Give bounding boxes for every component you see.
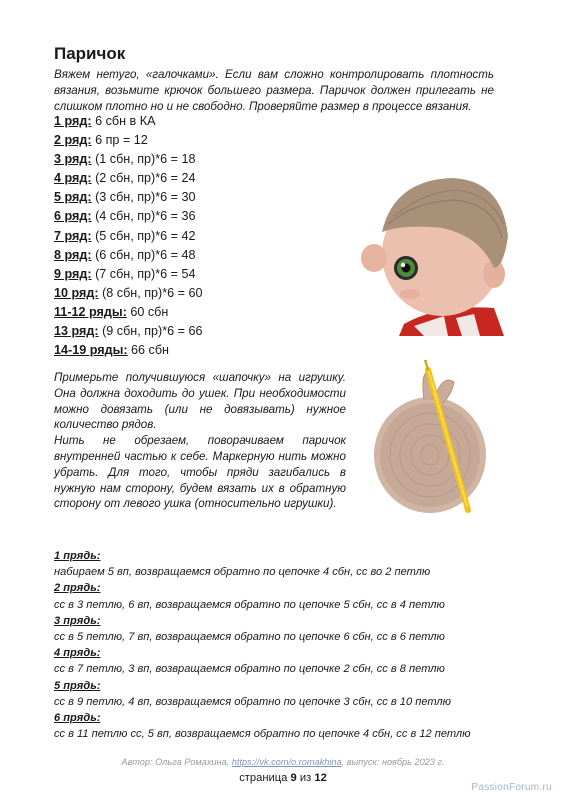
crochet-cap-photo xyxy=(372,360,512,520)
author-text: Автор: Ольга Ромахина, xyxy=(121,757,232,767)
row-label: 1 ряд: xyxy=(54,114,92,128)
row-text: 6 пр = 12 xyxy=(91,133,148,148)
page-prefix: страница xyxy=(239,772,291,784)
row-label: 7 ряд: xyxy=(54,228,92,243)
row-item xyxy=(54,284,203,303)
row-label: 6 ряд: xyxy=(54,209,92,224)
row-item xyxy=(54,322,203,341)
row-text: 66 сбн xyxy=(127,343,170,358)
page-middle: из xyxy=(296,772,315,784)
fitting-instructions-block xyxy=(54,370,346,512)
row-label: 3 ряд: xyxy=(54,152,92,167)
row-item xyxy=(54,150,203,169)
page-current: 9 xyxy=(290,772,297,784)
row-text: 60 сбн xyxy=(126,304,169,319)
footer-credit xyxy=(0,757,566,767)
strand-heading: 2 прядь: xyxy=(54,582,101,595)
row-item xyxy=(54,303,203,322)
intro-paragraph: Вяжем нетуго, «галочками». Если вам сложно контролировать плотность вязания, возьмите крючок большего размера. Паричок должен прилегать не слишком плотно но и не свободно. Проверяйте размер в процессе вязания. xyxy=(54,68,494,114)
strand-heading: 4 прядь: xyxy=(54,647,101,660)
row-item xyxy=(54,341,203,360)
doll-head-photo xyxy=(344,176,514,336)
strands-section xyxy=(54,548,524,742)
row-text: (7 сбн, пр)*6 = 54 xyxy=(91,266,196,281)
row-label: 2 ряд: xyxy=(54,133,92,148)
row-label: 10 ряд: xyxy=(54,285,99,300)
row-text: (1 сбн, пр)*6 = 18 xyxy=(91,152,196,167)
row-label: 13 ряд: xyxy=(54,324,99,339)
strand-heading: 6 прядь: xyxy=(54,712,101,725)
row-label: 8 ряд: xyxy=(54,247,92,262)
row-label: 4 ряд: xyxy=(54,171,92,186)
row-label: 5 ряд: xyxy=(54,190,92,205)
strand-heading: 3 прядь: xyxy=(54,614,101,627)
row-label: 11-12 ряды: xyxy=(54,304,127,319)
row-text: (5 сбн, пр)*6 = 42 xyxy=(91,228,196,243)
row-text: (2 сбн, пр)*6 = 24 xyxy=(91,171,196,186)
issue-text: , выпуск: ноябрь 2023 г. xyxy=(341,757,445,767)
row-item xyxy=(54,188,203,207)
paragraph: Примерьте получившуюся «шапочку» на игрушку. Она должна доходить до ушек. При необходимости можно довязать (или не довязывать) нужное количество рядов. xyxy=(54,371,346,432)
row-item xyxy=(54,169,203,188)
row-item xyxy=(54,207,203,226)
strand-text: сс в 3 петлю, 6 вп, возвращаемся обратно по цепочке 5 сбн, сс в 4 петлю xyxy=(54,598,445,611)
strand-text: сс в 9 петлю, 4 вп, возвращаемся обратно по цепочке 3 сбн, сс в 10 петлю xyxy=(54,695,451,708)
row-item xyxy=(54,246,203,265)
row-item xyxy=(54,265,203,284)
row-item xyxy=(54,227,203,246)
page-total: 12 xyxy=(314,772,327,784)
author-link[interactable]: https://vk.com/o.romakhina xyxy=(231,757,342,767)
strand-heading: 5 прядь: xyxy=(54,679,101,692)
page-title: Паричок xyxy=(54,44,126,63)
row-item xyxy=(54,131,203,150)
row-text: (4 сбн, пр)*6 = 36 xyxy=(91,209,196,224)
strand-text: сс в 7 петлю, 3 вп, возвращаемся обратно по цепочке 2 сбн, сс в 8 петлю xyxy=(54,663,445,676)
rows-list xyxy=(54,112,203,360)
row-label: 14-19 ряды: xyxy=(54,343,128,358)
row-text: (3 сбн, пр)*6 = 30 xyxy=(91,190,196,205)
row-text: (9 сбн, пр)*6 = 66 xyxy=(98,324,203,339)
row-text: (6 сбн, пр)*6 = 48 xyxy=(91,247,196,262)
watermark: PassionForum.ru xyxy=(471,782,552,793)
strand-heading: 1 прядь: xyxy=(54,550,101,562)
strand-text: набираем 5 вп, возвращаемся обратно по цепочке 4 сбн, сс во 2 петлю xyxy=(54,566,431,579)
row-item xyxy=(54,112,203,131)
row-text: 6 сбн в КА xyxy=(91,114,156,128)
row-text: (8 сбн, пр)*6 = 60 xyxy=(98,285,203,300)
row-label: 9 ряд: xyxy=(54,266,92,281)
strand-text: сс в 11 петлю сс, 5 вп, возвращаемся обратно по цепочке 4 сбн, сс в 12 петлю xyxy=(54,728,471,741)
strand-text: сс в 5 петлю, 7 вп, возвращаемся обратно по цепочке 6 сбн, сс в 6 петлю xyxy=(54,631,445,644)
paragraph: Нить не обрезаем, поворачиваем паричок внутренней частью к себе. Маркерную нить можно убрать. Для того, чтобы пряди загибались в нужную нам сторону, будем вязать их в обратную сторону от левого ушка (относительно игрушки). xyxy=(54,434,346,511)
